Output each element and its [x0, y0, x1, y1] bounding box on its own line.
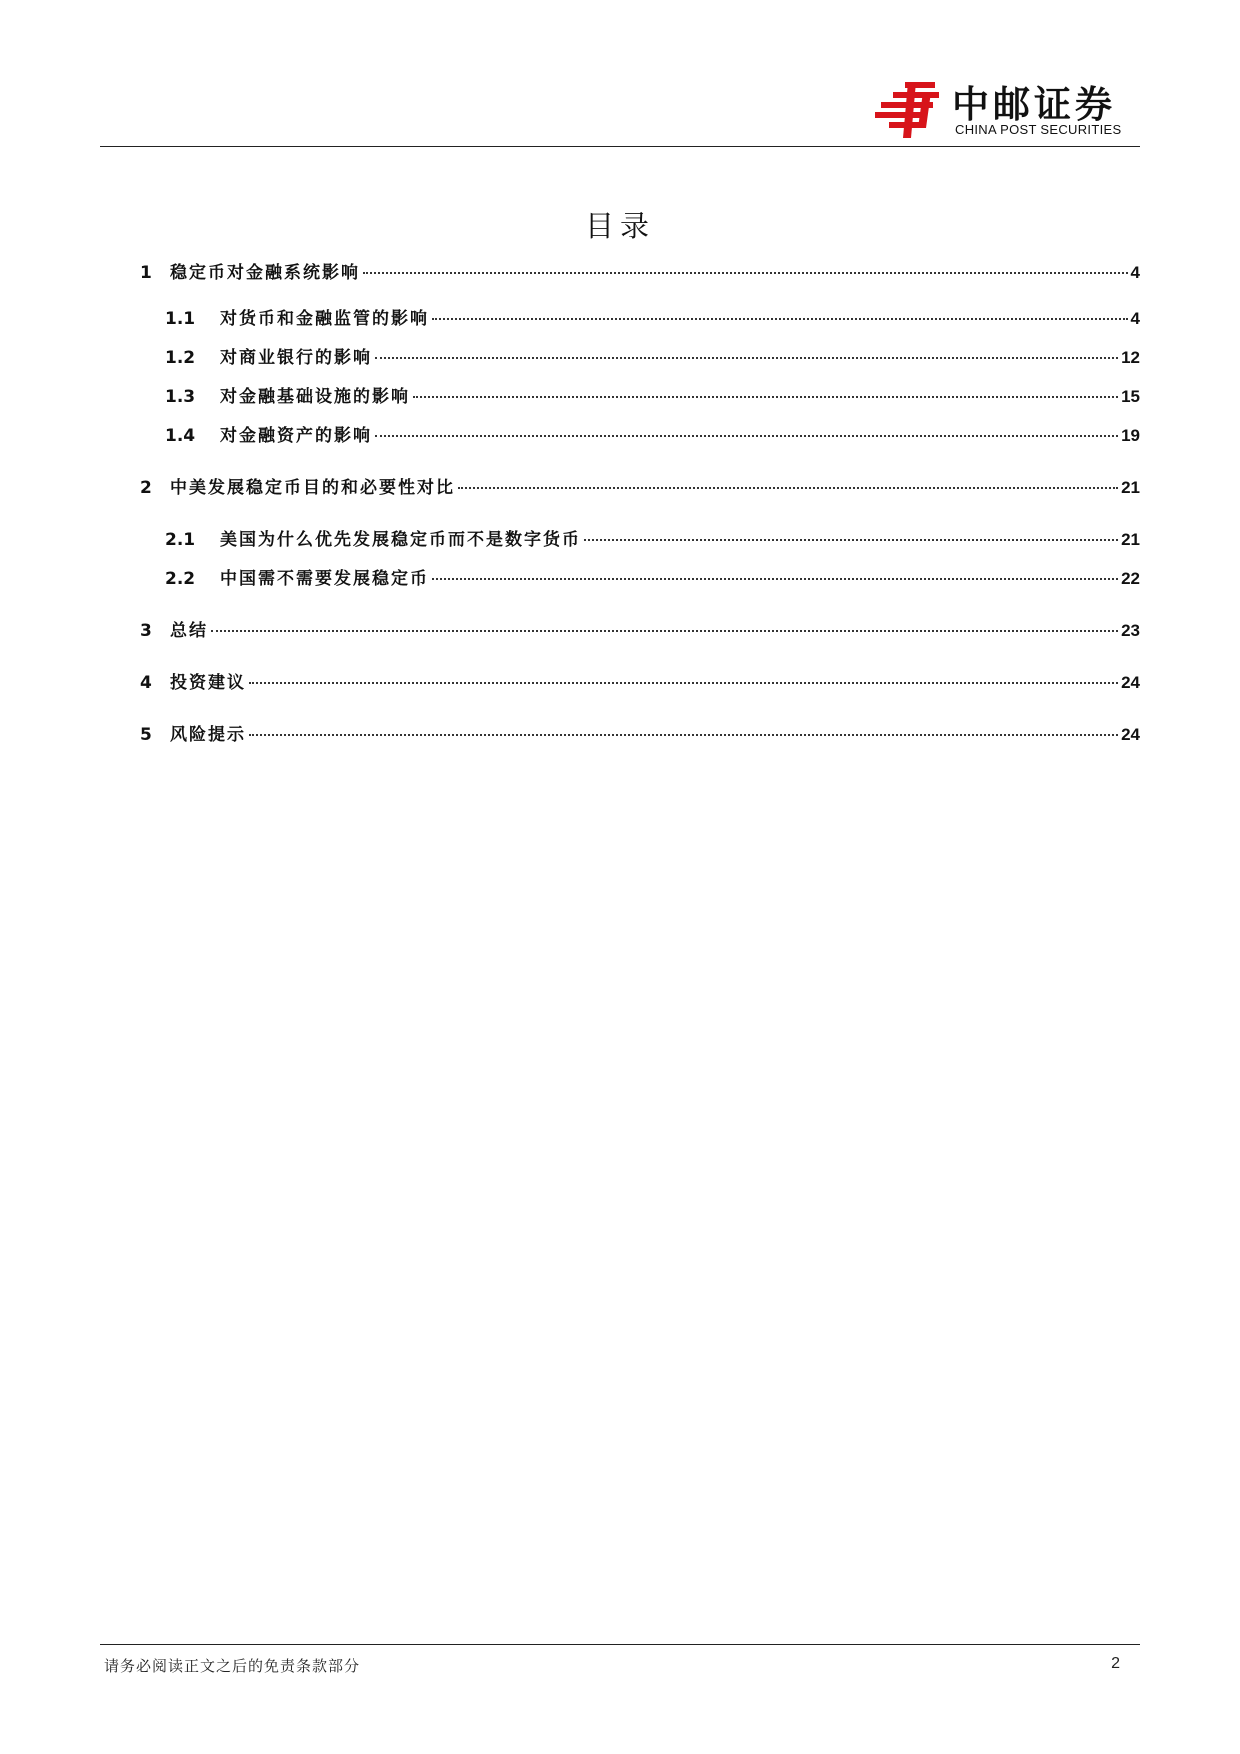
toc-entry-page: 24 [1121, 673, 1140, 692]
toc-entry-title: 美国为什么优先发展稳定币而不是数字货币 [220, 530, 581, 550]
logo-english-name: CHINA POST SECURITIES [955, 122, 1122, 137]
toc-entry[interactable] [140, 668, 1140, 694]
toc-dot-leader [249, 734, 1118, 736]
footer-disclaimer: 请务必阅读正文之后的免责条款部分 [104, 1657, 361, 1675]
toc-dot-leader [375, 435, 1118, 437]
toc-entry[interactable] [140, 616, 1140, 642]
toc-entry-page: 22 [1121, 569, 1140, 588]
toc-entry-number: 1.4 [165, 426, 196, 446]
toc-entry-title: 投资建议 [170, 673, 246, 693]
toc-entry-number: 2.1 [165, 530, 196, 550]
toc-entry-title: 对货币和金融监管的影响 [220, 309, 429, 329]
footer-page-number: 2 [1111, 1655, 1120, 1672]
toc-entry[interactable] [140, 258, 1140, 284]
toc-entry[interactable] [165, 421, 1140, 447]
toc-entry[interactable] [165, 564, 1140, 590]
toc-entry-title: 对金融资产的影响 [220, 426, 372, 446]
toc-entry[interactable] [165, 304, 1140, 330]
toc-entry-title: 对金融基础设施的影响 [220, 387, 410, 407]
toc-entry-number: 4 [140, 673, 152, 693]
toc-dot-leader [432, 578, 1118, 580]
toc-entry-number: 1.3 [165, 387, 196, 407]
logo-chinese-name: 中邮证券 [952, 83, 1116, 126]
toc-dot-leader [458, 487, 1118, 489]
toc-entry-number: 1 [140, 263, 152, 283]
toc-dot-leader [413, 396, 1118, 398]
toc-entry-number: 2.2 [165, 569, 196, 589]
toc-entry-number: 3 [140, 621, 152, 641]
toc-entry-number: 1.2 [165, 348, 196, 368]
toc-entry[interactable] [165, 343, 1140, 369]
toc-entry-page: 19 [1121, 426, 1140, 445]
page-footer [100, 1644, 1140, 1675]
toc-entry-title: 总结 [170, 621, 208, 641]
toc-dot-leader [375, 357, 1118, 359]
toc-entry-page: 23 [1121, 621, 1140, 640]
toc-entry-page: 12 [1121, 348, 1140, 367]
toc-entry[interactable] [165, 525, 1140, 551]
toc-entry-title: 对商业银行的影响 [220, 348, 372, 368]
toc-dot-leader [432, 318, 1128, 320]
toc-entry-page: 4 [1130, 309, 1140, 328]
toc-dot-leader [363, 272, 1128, 274]
toc-entry-title: 中国需不需要发展稳定币 [220, 569, 429, 589]
toc-entry-title: 风险提示 [170, 725, 246, 745]
toc-dot-leader [249, 682, 1118, 684]
toc-title: 目录 [584, 209, 655, 243]
toc-entry[interactable] [165, 382, 1140, 408]
toc-entry-page: 4 [1130, 263, 1140, 282]
toc-entry-number: 5 [140, 725, 152, 745]
toc-dot-leader [211, 630, 1118, 632]
toc-entry-title: 稳定币对金融系统影响 [170, 263, 360, 283]
toc-dot-leader [584, 539, 1118, 541]
toc-entry-page: 24 [1121, 725, 1140, 744]
toc-entry-title: 中美发展稳定币目的和必要性对比 [170, 478, 455, 498]
toc-entry[interactable] [140, 473, 1140, 499]
toc-entry-number: 1.1 [165, 309, 196, 329]
company-logo [875, 78, 1140, 138]
toc-entry-page: 15 [1121, 387, 1140, 406]
toc-entry-page: 21 [1121, 478, 1140, 497]
toc-entry-page: 21 [1121, 530, 1140, 549]
page-header [100, 60, 1140, 147]
toc-entry-number: 2 [140, 478, 152, 498]
toc-entry[interactable] [140, 720, 1140, 746]
china-post-logo-icon [875, 80, 945, 140]
